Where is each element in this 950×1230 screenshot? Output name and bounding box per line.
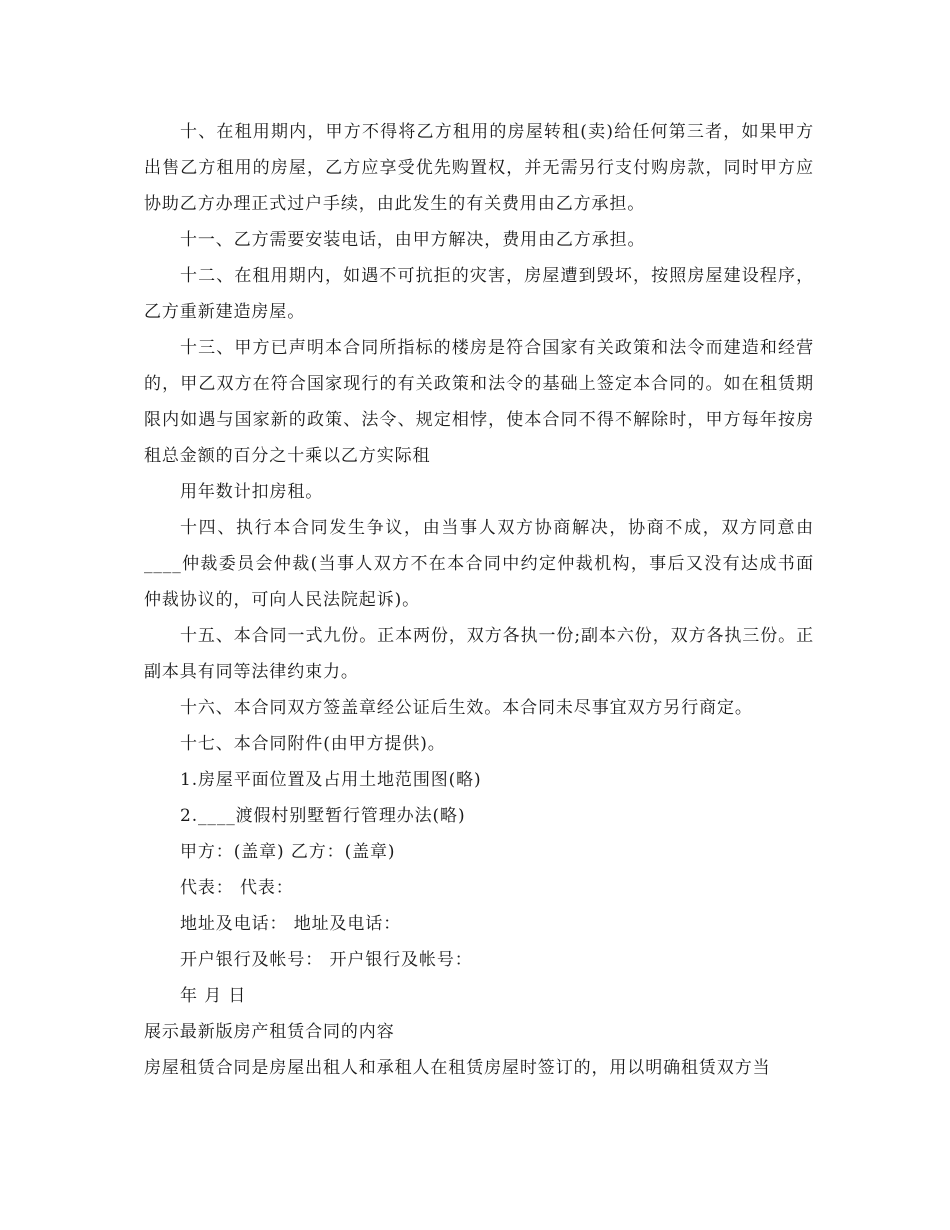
clause-10: 十、在租用期内，甲方不得将乙方租用的房屋转租(卖)给任何第三者，如果甲方出售乙方租用的房屋，乙方应享受优先购置权，并无需另行支付购房款，同时甲方应协助乙方办理正式过户手续，由此发生的有关费用由乙方承担。 [144,122,814,214]
signature-representatives: 代表： 代表： [180,878,294,898]
clause-14: 十四、执行本合同发生争议，由当事人双方协商解决，协商不成，双方同意由____仲裁委员会仲裁(当事人双方不在本合同中约定仲裁机构，事后又没有达成书面仲裁协议的，可向人民法院起诉)。 [144,518,814,610]
clause-12: 十二、在租用期内，如遇不可抗拒的灾害，房屋遭到毁坏，按照房屋建设程序，乙方重新建造房屋。 [144,266,814,322]
clause-17: 十七、本合同附件(由甲方提供)。 [180,734,446,754]
document-page [144,114,814,1086]
clause-16: 十六、本合同双方签盖章经公证后生效。本合同未尽事宜双方另行商定。 [180,698,753,718]
signature-address-phone: 地址及电话： 地址及电话： [180,914,402,934]
clause-11: 十一、乙方需要安装电话，由甲方解决，费用由乙方承担。 [180,230,646,250]
clause-15: 十五、本合同一式九份。正本两份，双方各执一份;副本六份，双方各执三份。正副本具有同等法律约束力。 [144,626,814,682]
clause-13: 十三、甲方已声明本合同所指标的楼房是符合国家有关政策和法令而建造和经营的，甲乙双方在符合国家现行的有关政策和法令的基础上签定本合同的。如在租赁期限内如遇与国家新的政策、法令、规定相悖，使本合同不得不解除时，甲方每年按房租总金额的百分之十乘以乙方实际租 [144,338,814,466]
attachment-2: 2.____渡假村别墅暂行管理办法(略) [180,806,466,826]
signature-parties: 甲方：(盖章) 乙方：(盖章) [180,842,396,862]
signature-bank-account: 开户银行及帐号： 开户银行及帐号： [180,950,473,970]
clause-13-continuation: 用年数计扣房租。 [180,482,324,502]
signature-date: 年 月 日 [180,986,247,1006]
intro-paragraph: 房屋租赁合同是房屋出租人和承租人在租赁房屋时签订的，用以明确租赁双方当 [144,1058,771,1078]
attachment-1: 1.房屋平面位置及占用土地范围图(略) [180,770,482,790]
section-heading: 展示最新版房产租赁合同的内容 [144,1022,395,1042]
